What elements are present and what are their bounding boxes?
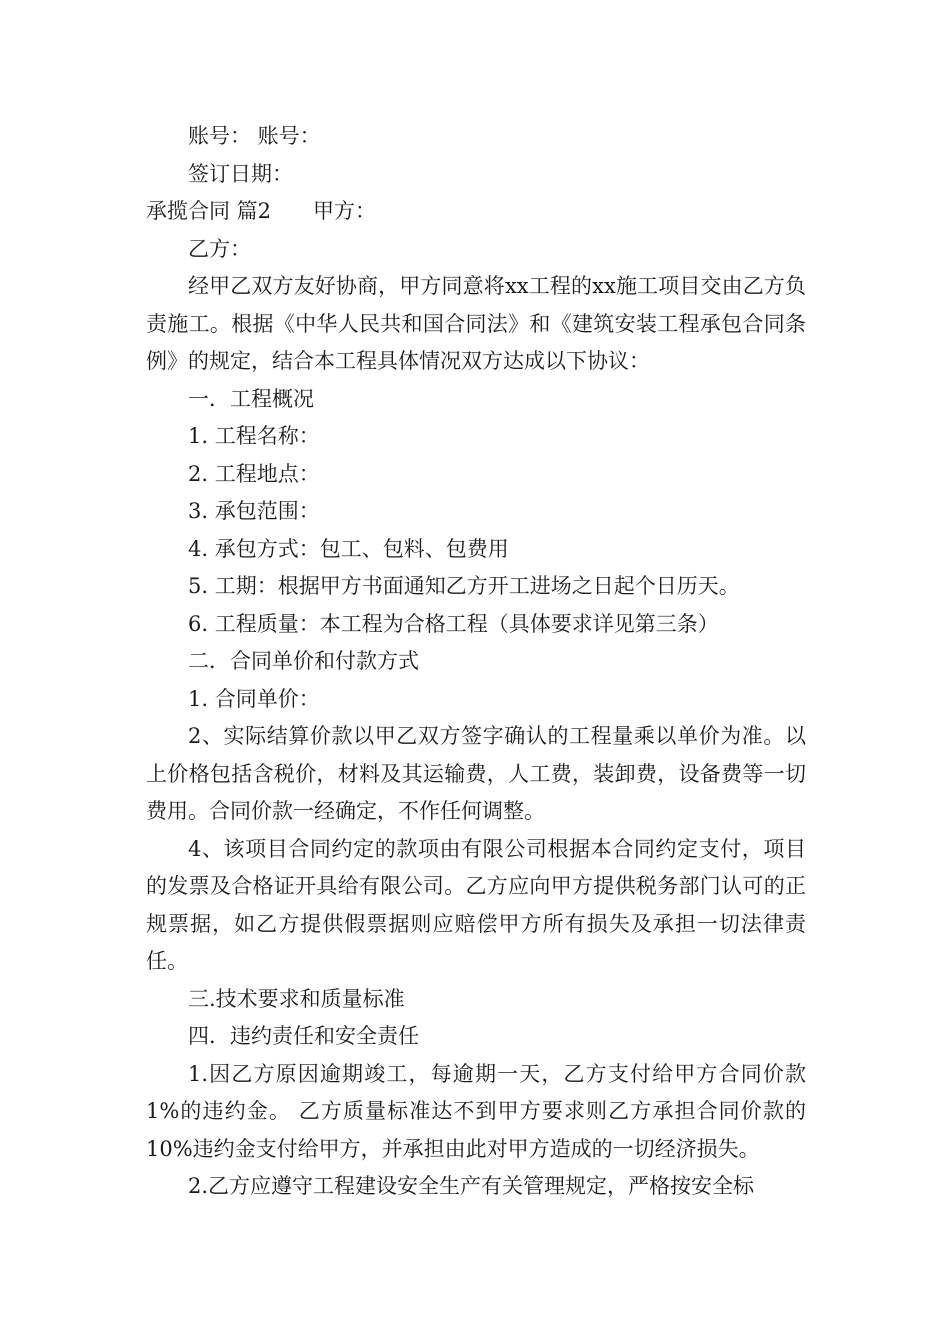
list-item-construction-period: 5. 工期：根据甲方书面通知乙方开工进场之日起个日历天。 xyxy=(188,574,740,598)
list-item-contract-scope: 3. 承包范围： xyxy=(188,499,320,523)
party-b-line: 乙方： xyxy=(188,236,251,261)
list-item-unit-price: 1. 合同单价： xyxy=(188,686,320,711)
document-body xyxy=(146,118,806,1206)
list-item-project-name: 1. 工程名称： xyxy=(188,424,320,448)
intro-paragraph: 经甲乙双方友好协商，甲方同意将xx工程的xx施工项目交由乙方负责施工。根据《中华人民共和国合同法》和《建筑安装工程承包合同条例》的规定，结合本工程具体情况双方达成以下协议： xyxy=(146,274,806,373)
paragraph-safety: 2.乙方应遵守工程建设安全生产有关管理规定，严格按安全标 xyxy=(188,1174,755,1198)
section-heading-3: 三.技术要求和质量标准 xyxy=(188,986,405,1011)
account-line: 账号： 账号： xyxy=(188,124,321,148)
paragraph-settlement: 2、实际结算价款以甲乙双方签字确认的工程量乘以单价为准。以上价格包括含税价，材料及其运输费，人工费，装卸费，设备费等一切费用。合同价款一经确定，不作任何调整。 xyxy=(146,724,806,823)
list-item-contract-method: 4. 承包方式：包工、包料、包费用 xyxy=(188,536,509,561)
list-item-project-quality: 6. 工程质量：本工程为合格工程（具体要求详见第三条） xyxy=(188,611,719,636)
signing-date-line: 签订日期： xyxy=(188,161,293,186)
section-heading-2: 二．合同单价和付款方式 xyxy=(188,649,419,673)
list-item-project-location: 2. 工程地点： xyxy=(188,461,320,486)
party-a-label: 甲方： xyxy=(313,199,377,223)
contract-title-line xyxy=(146,193,806,231)
section-heading-1: 一．工程概况 xyxy=(188,386,314,411)
paragraph-payment: 4、该项目合同约定的款项由有限公司根据本合同约定支付，项目的发票及合格证开具给有限公司。乙方应向甲方提供税务部门认可的正规票据，如乙方提供假票据则应赔偿甲方所有损失及承担一切法律责任。 xyxy=(146,836,806,973)
paragraph-breach: 1.因乙方原因逾期竣工，每逾期一天，乙方支付给甲方合同价款 1%的违约金。 乙方质量标准达不到甲方要求则乙方承担合同价款的 10%违约金支付给甲方，并承担由此对甲方造成的一切经济损失。 xyxy=(146,1061,806,1161)
contract-title: 承揽合同 篇2 xyxy=(146,199,272,223)
section-heading-4: 四．违约责任和安全责任 xyxy=(188,1024,419,1048)
